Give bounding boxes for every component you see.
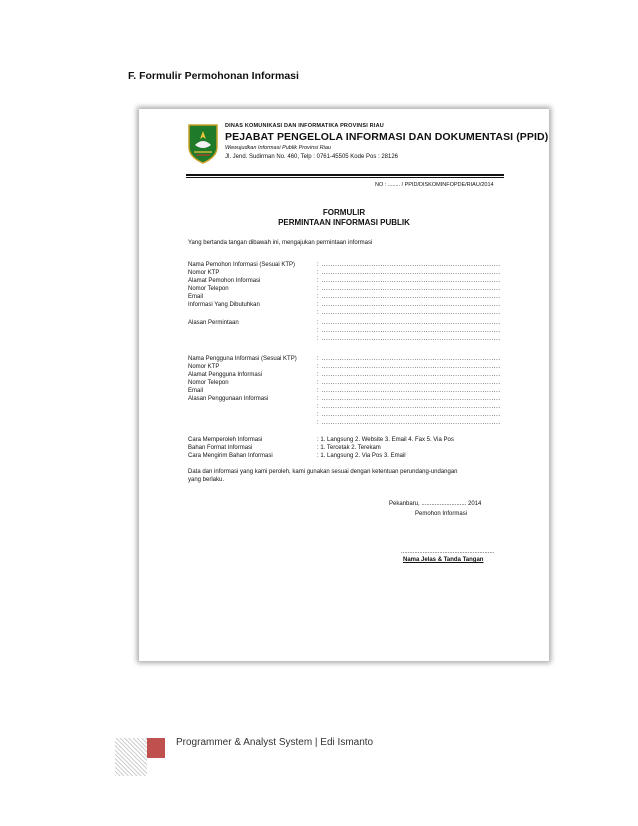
field-dots: : ............................................................................... [317, 262, 501, 268]
field-label: Alamat Pengguna Informasi [188, 372, 263, 378]
office-name: PEJABAT PENGELOLA INFORMASI DAN DOKUMENTASI (PPID) [225, 131, 549, 143]
footer-red-block [147, 738, 165, 758]
header-rule [186, 174, 504, 176]
form-title: FORMULIR [322, 208, 366, 217]
office-tagline: Wewujudkan Informasi Publik Provinsi Riau [225, 145, 331, 151]
field-dots: : ............................................................................... [317, 404, 501, 410]
field-label: Nomor KTP [188, 364, 220, 370]
option-values: : 1. Langsung 2. Via Pos 3. Email [317, 453, 406, 459]
field-dots: : ............................................................................... [317, 420, 501, 426]
field-label: Alasan Permintaan [188, 320, 239, 326]
statement-line: Data dan informasi yang kami peroleh, kami gunakan sesuai dengan ketentuan perundang-undangan [188, 469, 458, 475]
field-label: Informasi Yang Dibutuhkan [188, 302, 260, 308]
option-values: : 1. Langsung 2. Website 3. Email 4. Fax 5. Via Pos [317, 437, 454, 443]
office-address: Jl. Jend. Sudirman No. 460, Telp : 0761-45505 Kode Pos : 28126 [225, 154, 399, 160]
place-date: Pekanbaru, ........................... 2014 [389, 501, 482, 507]
form-subtitle: PERMINTAAN INFORMASI PUBLIK [278, 218, 410, 227]
field-dots: : ............................................................................... [317, 356, 501, 362]
field-label: Email [188, 388, 204, 394]
field-dots: : ............................................................................... [317, 328, 501, 334]
field-label: Alamat Pemohon Informasi [188, 278, 261, 284]
option-label: Bahan Format Informasi [188, 445, 253, 451]
form-document [139, 109, 549, 661]
field-dots: : ............................................................................... [317, 336, 501, 342]
intro-text: Yang bertanda tangan dibawah ini, mengajukan permintaan informasi [188, 240, 373, 246]
field-dots: : ............................................................................... [317, 364, 501, 370]
field-dots: : ............................................................................... [317, 294, 501, 300]
option-label: Cara Memperoleh Informasi [188, 437, 263, 443]
agency-name: DINAS KOMUNIKASI DAN INFORMATIKA PROVINSI RIAU [225, 123, 384, 129]
field-dots: : ............................................................................... [317, 270, 501, 276]
option-label: Cara Mengirim Bahan Informasi [188, 453, 273, 459]
field-dots: : ............................................................................... [317, 278, 501, 284]
field-dots: : ............................................................................... [317, 310, 501, 316]
riau-emblem-logo [186, 123, 220, 164]
field-dots: : ............................................................................... [317, 372, 501, 378]
field-dots: : ............................................................................... [317, 380, 501, 386]
field-dots: : ............................................................................... [317, 302, 501, 308]
field-dots: : ............................................................................... [317, 388, 501, 394]
field-label: Nomor KTP [188, 270, 220, 276]
field-label: Nomor Telepon [188, 286, 229, 292]
field-dots: : ............................................................................... [317, 412, 501, 418]
field-label: Email [188, 294, 204, 300]
section-title: F. Formulir Permohonan Informasi [128, 70, 299, 82]
signer-role: Pemohon Informasi [415, 511, 468, 517]
signer-name-label: Nama Jelas & Tanda Tangan [403, 557, 484, 563]
field-dots: : ............................................................................... [317, 286, 501, 292]
field-dots: : ............................................................................... [317, 320, 501, 326]
header-rule-thin [186, 177, 504, 178]
field-label: Nama Pemohon Informasi (Sesuai KTP) [188, 262, 296, 268]
field-label: Nama Pengguna Informasi (Sesuai KTP) [188, 356, 297, 362]
footer-pattern [115, 738, 147, 776]
field-label: Alasan Penggunaan Informasi [188, 396, 269, 402]
field-dots: : ............................................................................... [317, 396, 501, 402]
statement-line: yang berlaku. [188, 477, 225, 483]
field-label: Nomor Telepon [188, 380, 229, 386]
signature-line: ........................................................ [401, 549, 495, 555]
footer-text: Programmer & Analyst System | Edi Ismanto [176, 737, 374, 748]
option-values: : 1. Tercetak 2. Terekam [317, 445, 381, 451]
document-number: NO : ........ / PPID/DISKOMINFOPDE/RIAU/2014 [375, 182, 494, 188]
